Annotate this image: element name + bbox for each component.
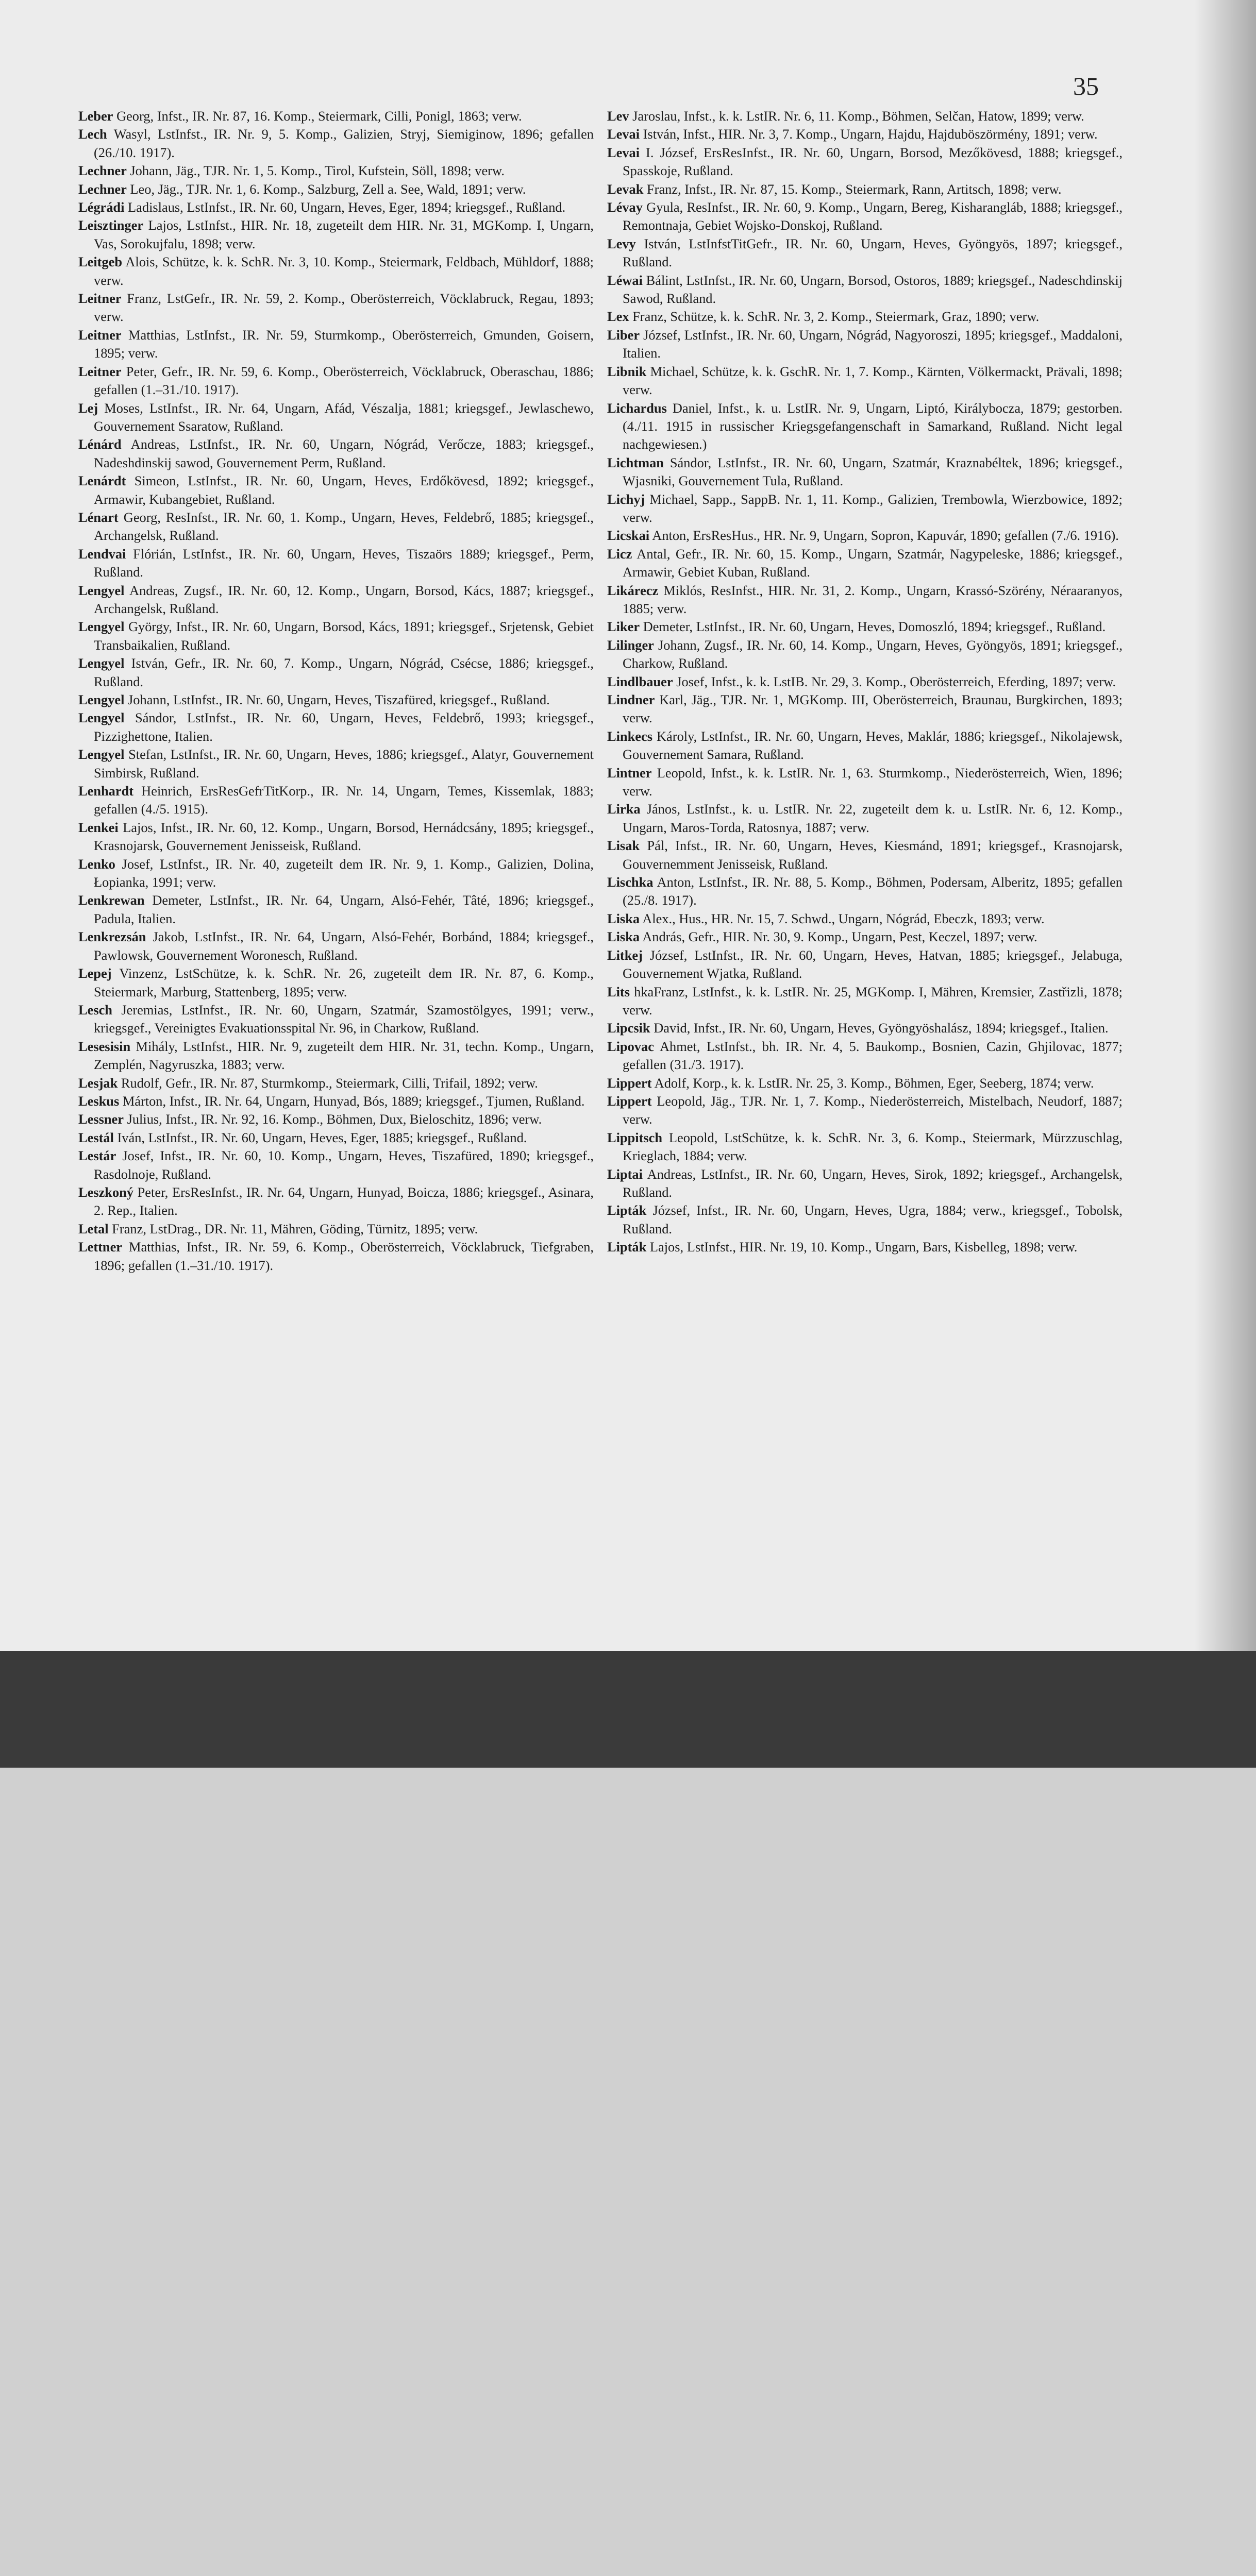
register-entry xyxy=(78,1220,594,1238)
register-entry xyxy=(78,1001,594,1038)
register-entry xyxy=(607,873,1123,910)
entry-surname: Lesch xyxy=(78,1002,112,1018)
entry-surname: Lenkei xyxy=(78,819,119,835)
entry-surname: Lirka xyxy=(607,801,641,817)
entry-surname: Linkecs xyxy=(607,728,652,744)
entry-surname: Lestál xyxy=(78,1129,114,1145)
entry-details: Peter, ErsResInfst., IR. Nr. 64, Ungarn, Hunyad, Boicza, 1886; kriegsgef., Asinara, 2. Rep., Italien. xyxy=(94,1184,594,1218)
register-entry xyxy=(607,910,1123,928)
register-entry xyxy=(78,1129,594,1147)
register-entry xyxy=(78,545,594,582)
entry-details: Jaroslau, Infst., k. k. LstIR. Nr. 6, 11. Komp., Böhmen, Selčan, Hatow, 1899; verw. xyxy=(629,108,1084,124)
register-entry xyxy=(607,983,1123,1020)
entry-surname: Liber xyxy=(607,327,640,343)
entry-surname: Lenkrewan xyxy=(78,892,145,908)
entry-surname: Leitner xyxy=(78,327,122,343)
register-entry xyxy=(607,928,1123,946)
register-entry xyxy=(78,582,594,618)
entry-details: Franz, LstDrag., DR. Nr. 11, Mähren, Göding, Türnitz, 1895; verw. xyxy=(108,1221,478,1236)
register-entry xyxy=(78,509,594,545)
register-entry xyxy=(607,180,1123,198)
entry-details: Andreas, LstInfst., IR. Nr. 60, Ungarn, Nógrád, Verőcze, 1883; kriegsgef., Nadeshdinskij sawod, Gouvernement Perm, Rußland. xyxy=(94,436,594,470)
entry-surname: Licz xyxy=(607,546,632,562)
register-entry xyxy=(607,946,1123,983)
register-entry xyxy=(607,837,1123,873)
entry-details: Heinrich, ErsResGefrTitKorp., IR. Nr. 14, Ungarn, Temes, Kissemlak, 1883; gefallen (4./5. 1915). xyxy=(94,783,594,817)
entry-details: Alex., Hus., HR. Nr. 15, 7. Schwd., Ungarn, Nógrád, Ebeczk, 1893; verw. xyxy=(640,910,1045,926)
entry-surname: Leitner xyxy=(78,291,122,307)
entry-surname: Lipták xyxy=(607,1202,647,1218)
entry-details: Miklós, ResInfst., HIR. Nr. 31, 2. Komp., Ungarn, Krassó-Szörény, Néraaranyos, 1885; verw. xyxy=(623,582,1123,616)
entry-surname: Likárecz xyxy=(607,582,659,598)
entry-details: Franz, Schütze, k. k. SchR. Nr. 3, 2. Komp., Steiermark, Graz, 1890; verw. xyxy=(629,309,1040,325)
entry-details: Julius, Infst., IR. Nr. 92, 16. Komp., Böhmen, Dux, Bieloschitz, 1896; verw. xyxy=(123,1111,542,1127)
entry-surname: Letal xyxy=(78,1221,109,1236)
left-column xyxy=(78,107,594,1601)
register-entry xyxy=(607,454,1123,490)
entry-surname: Lechner xyxy=(78,163,127,179)
entry-surname: Lendvai xyxy=(78,546,126,562)
entry-details: Demeter, LstInfst., IR. Nr. 64, Ungarn, Alsó-Fehér, Tâté, 1896; kriegsgef., Padula, Italien. xyxy=(94,892,594,926)
register-entry xyxy=(78,1147,594,1183)
register-entry xyxy=(78,125,594,162)
entry-surname: Leskus xyxy=(78,1093,120,1109)
entry-surname: Lessner xyxy=(78,1111,124,1127)
register-entry xyxy=(78,1074,594,1092)
entry-details: Márton, Infst., IR. Nr. 64, Ungarn, Hunyad, Bós, 1889; kriegsgef., Tjumen, Rußland. xyxy=(119,1093,585,1109)
entry-surname: Lesjak xyxy=(78,1075,118,1091)
entry-details: Lajos, LstInfst., HIR. Nr. 18, zugeteilt dem HIR. Nr. 31, MGKomp. I, Ungarn, Vas, Sorokujfalu, 1898; verw. xyxy=(94,217,594,251)
entry-details: Matthias, Infst., IR. Nr. 59, 6. Komp., Oberösterreich, Vöcklabruck, Tiefgraben, 1896; gefallen (1.–31./10. 1917). xyxy=(94,1239,594,1273)
entry-surname: Léwai xyxy=(607,272,643,288)
register-entry xyxy=(78,162,594,180)
register-entry xyxy=(607,1238,1123,1256)
entry-details: Josef, LstInfst., IR. Nr. 40, zugeteilt dem IR. Nr. 9, 1. Komp., Galizien, Dolina, Łopianka, 1991; verw. xyxy=(94,856,594,890)
entry-details: hkaFranz, LstInfst., k. k. LstIR. Nr. 25, MGKomp. I, Mähren, Kremsier, Zastřizli, 1878; verw. xyxy=(623,984,1123,1018)
right-column xyxy=(607,107,1123,1601)
entry-surname: Levak xyxy=(607,181,644,197)
register-entry xyxy=(78,216,594,253)
viewer-footer xyxy=(0,1651,1256,1768)
entry-details: Josef, Infst., IR. Nr. 60, 10. Komp., Ungarn, Heves, Tiszafüred, 1890; kriegsgef., Rasdolnoje, Rußland. xyxy=(94,1148,594,1182)
entry-details: Leo, Jäg., TJR. Nr. 1, 6. Komp., Salzburg, Zell a. See, Wald, 1891; verw. xyxy=(126,181,526,197)
register-entry xyxy=(78,198,594,216)
entry-surname: Lengyel xyxy=(78,619,125,635)
register-entry xyxy=(607,490,1123,527)
entry-details: József, LstInfst., IR. Nr. 60, Ungarn, Nógrád, Nagyoroszi, 1895; kriegsgef., Maddaloni, Italien. xyxy=(623,327,1123,361)
register-entry xyxy=(78,819,594,855)
register-entry xyxy=(607,582,1123,618)
entry-details: Rudolf, Gefr., IR. Nr. 87, Sturmkomp., Steiermark, Cilli, Trifail, 1892; verw. xyxy=(118,1075,538,1091)
entry-surname: Lenhardt xyxy=(78,783,134,799)
register-entry xyxy=(607,764,1123,801)
entry-surname: Lisak xyxy=(607,838,640,854)
entry-details: Leopold, Jäg., TJR. Nr. 1, 7. Komp., Niederösterreich, Mistelbach, Neudorf, 1887; verw. xyxy=(623,1093,1123,1127)
register-entry xyxy=(607,727,1123,764)
entry-details: Mihály, LstInfst., HIR. Nr. 9, zugeteilt dem HIR. Nr. 31, techn. Komp., Ungarn, Zemplén, Nagyruszka, 1883; verw. xyxy=(94,1038,594,1073)
entry-details: István, LstInfstTitGefr., IR. Nr. 60, Ungarn, Heves, Gyöngyös, 1897; kriegsgef., Rußland. xyxy=(623,235,1123,270)
register-entry xyxy=(607,125,1123,143)
register-entry xyxy=(78,290,594,326)
entry-surname: Lichardus xyxy=(607,400,667,416)
entry-details: Daniel, Infst., k. u. LstIR. Nr. 9, Ungarn, Liptó, Királybocza, 1879; gestorben. (4./11. 1915 in russischer Kriegsgefangenschaft in Samarkand, Rußland. Nicht legal nachgewiesen.) xyxy=(623,400,1123,452)
entry-details: János, LstInfst., k. u. LstIR. Nr. 22, zugeteilt dem k. u. LstIR. Nr. 6, 12. Komp., Ungarn, Maros-Torda, Ratosnya, 1887; verw. xyxy=(623,801,1123,835)
entry-surname: Lech xyxy=(78,126,107,142)
entry-details: Wasyl, LstInfst., IR. Nr. 9, 5. Komp., Galizien, Stryj, Siemiginow, 1896; gefallen (26./10. 1917). xyxy=(94,126,594,160)
entry-details: Sándor, LstInfst., IR. Nr. 60, Ungarn, Szatmár, Kraznabéltek, 1896; kriegsgef., Wjasniki, Gouvernement Tula, Rußland. xyxy=(623,454,1123,489)
entry-surname: Lej xyxy=(78,400,98,416)
entry-surname: Leitner xyxy=(78,363,122,379)
register-entry xyxy=(78,745,594,782)
entry-details: Ladislaus, LstInfst., IR. Nr. 60, Ungarn, Heves, Eger, 1894; kriegsgef., Rußland. xyxy=(124,199,566,215)
register-entry xyxy=(607,1129,1123,1165)
register-entry xyxy=(607,272,1123,308)
entry-surname: Lengyel xyxy=(78,747,125,762)
register-entry xyxy=(78,107,594,125)
entry-details: Michael, Schütze, k. k. GschR. Nr. 1, 7. Komp., Kärnten, Völkermackt, Prävali, 1898; verw. xyxy=(623,363,1123,398)
entry-details: György, Infst., IR. Nr. 60, Ungarn, Borsod, Kács, 1891; kriegsgef., Srjetensk, Gebiet Transbaikalien, Rußland. xyxy=(94,619,594,653)
entry-surname: Lex xyxy=(607,309,629,325)
entry-details: Moses, LstInfst., IR. Nr. 64, Ungarn, Afád, Vészalja, 1881; kriegsgef., Jewlaschewo, Gouvernement Ssaratow, Rußland. xyxy=(94,400,594,434)
register-entry xyxy=(607,1074,1123,1092)
entry-details: Matthias, LstInfst., IR. Nr. 59, Sturmkomp., Oberösterreich, Gmunden, Goisern, 1895; verw. xyxy=(94,327,594,361)
entry-details: Franz, Infst., IR. Nr. 87, 15. Komp., Steiermark, Rann, Artitsch, 1898; verw. xyxy=(643,181,1062,197)
register-entry xyxy=(607,618,1123,636)
entry-surname: Lengyel xyxy=(78,655,125,671)
entry-surname: Lenárdt xyxy=(78,473,126,489)
entry-surname: Lengyel xyxy=(78,582,125,598)
register-entry xyxy=(78,399,594,436)
entry-details: Georg, Infst., IR. Nr. 87, 16. Komp., Steiermark, Cilli, Ponigl, 1863; verw. xyxy=(113,108,522,124)
entry-details: Demeter, LstInfst., IR. Nr. 60, Ungarn, Heves, Domoszló, 1894; kriegsgef., Rußland. xyxy=(640,619,1106,635)
register-entry xyxy=(78,435,594,472)
entry-details: Lajos, Infst., IR. Nr. 60, 12. Komp., Ungarn, Borsod, Hernádcsány, 1895; kriegsgef., Krasnojarsk, Gouvernement Jenisseisk, Rußland. xyxy=(94,819,594,854)
entry-surname: Levai xyxy=(607,126,640,142)
entry-surname: Leszkoný xyxy=(78,1184,134,1200)
register-entry xyxy=(607,673,1123,691)
entry-surname: Libnik xyxy=(607,363,647,379)
register-entry xyxy=(78,1110,594,1128)
register-entry xyxy=(607,545,1123,582)
register-entry xyxy=(78,782,594,819)
entry-details: József, Infst., IR. Nr. 60, Ungarn, Heves, Ugra, 1884; verw., kriegsgef., Tobolsk, Rußland. xyxy=(623,1202,1123,1236)
entry-surname: Lits xyxy=(607,984,630,999)
entry-details: Simeon, LstInfst., IR. Nr. 60, Ungarn, Heves, Erdőkövesd, 1892; kriegsgef., Armawir, Kubangebiet, Rußland. xyxy=(94,473,594,507)
entry-details: Michael, Sapp., SappB. Nr. 1, 11. Komp., Galizien, Trembowla, Wierzbowice, 1892; verw. xyxy=(623,491,1123,525)
entry-surname: Lippert xyxy=(607,1075,652,1091)
entry-details: Jeremias, LstInfst., IR. Nr. 60, Ungarn, Szatmár, Szamostölgyes, 1991; verw., kriegsgef., Vereinigtes Evakuationsspital Nr. 96, in Charkow, Rußland. xyxy=(94,1002,594,1036)
register-entry xyxy=(78,618,594,654)
entry-surname: Lindlbauer xyxy=(607,673,673,689)
entry-surname: Lengyel xyxy=(78,692,125,707)
entry-details: Iván, LstInfst., IR. Nr. 60, Ungarn, Heves, Eger, 1885; kriegsgef., Rußland. xyxy=(113,1129,527,1145)
register-entry xyxy=(607,1165,1123,1202)
entry-surname: Licskai xyxy=(607,528,650,544)
entry-surname: Liska xyxy=(607,929,640,945)
entry-surname: Lippert xyxy=(607,1093,652,1109)
register-entry xyxy=(78,180,594,198)
entry-surname: Lettner xyxy=(78,1239,122,1255)
entry-details: István, Gefr., IR. Nr. 60, 7. Komp., Ungarn, Nógrád, Csécse, 1886; kriegsgef., Rußland. xyxy=(94,655,594,689)
entry-details: David, Infst., IR. Nr. 60, Ungarn, Heves, Gyöngyöshalász, 1894; kriegsgef., Italien. xyxy=(650,1020,1109,1036)
entry-surname: Levai xyxy=(607,144,640,160)
register-entry xyxy=(607,1019,1123,1037)
entry-details: Vinzenz, LstSchütze, k. k. SchR. Nr. 26, zugeteilt dem IR. Nr. 87, 6. Komp., Steiermark, Marburg, Stattenberg, 1895; verw. xyxy=(94,965,594,999)
entry-surname: Lechner xyxy=(78,181,127,197)
entry-details: István, Infst., HIR. Nr. 3, 7. Komp., Ungarn, Hajdu, Hajduböszörmény, 1891; verw. xyxy=(640,126,1098,142)
register-entry xyxy=(78,654,594,691)
entry-details: Stefan, LstInfst., IR. Nr. 60, Ungarn, Heves, 1886; kriegsgef., Alatyr, Gouvernement Simbirsk, Rußland. xyxy=(94,747,594,781)
register-entry xyxy=(78,472,594,509)
register-entry xyxy=(607,1092,1123,1129)
entry-details: Johann, LstInfst., IR. Nr. 60, Ungarn, Heves, Tiszafüred, kriegsgef., Rußland. xyxy=(124,692,550,707)
entry-details: József, LstInfst., IR. Nr. 60, Ungarn, Heves, Hatvan, 1885; kriegsgef., Jelabuga, Gouvernement Wjatka, Rußland. xyxy=(623,947,1123,981)
entry-details: Adolf, Korp., k. k. LstIR. Nr. 25, 3. Komp., Böhmen, Eger, Seeberg, 1874; verw. xyxy=(651,1075,1094,1091)
entry-surname: Lipták xyxy=(607,1239,647,1255)
entry-surname: Leisztinger xyxy=(78,217,144,233)
entry-surname: Lepej xyxy=(78,965,112,981)
register-entry xyxy=(607,691,1123,727)
register-entry xyxy=(78,1183,594,1220)
entry-details: Alois, Schütze, k. k. SchR. Nr. 3, 10. Komp., Steiermark, Feldbach, Mühldorf, 1888; verw. xyxy=(94,254,594,288)
entry-surname: Lintner xyxy=(607,765,652,781)
register-entry xyxy=(607,326,1123,363)
register-entry xyxy=(78,326,594,363)
entry-surname: Lengyel xyxy=(78,710,125,726)
entry-surname: Légrádi xyxy=(78,199,125,215)
register-entry xyxy=(607,800,1123,837)
register-entry xyxy=(607,198,1123,235)
entry-details: Josef, Infst., k. k. LstIB. Nr. 29, 3. Komp., Oberösterreich, Eferding, 1897; verw. xyxy=(673,673,1116,689)
register-entry xyxy=(78,253,594,290)
entry-surname: Leitgeb xyxy=(78,254,123,270)
entry-details: Leopold, Infst., k. k. LstIR. Nr. 1, 63. Sturmkomp., Niederösterreich, Wien, 1896; verw. xyxy=(623,765,1123,799)
entry-details: Gyula, ResInfst., IR. Nr. 60, 9. Komp., Ungarn, Bereg, Kisharangláb, 1888; kriegsgef., Remontnaja, Gebiet Wojsko-Donskoj, Rußland. xyxy=(623,199,1123,233)
entry-details: Johann, Jäg., TJR. Nr. 1, 5. Komp., Tirol, Kufstein, Söll, 1898; verw. xyxy=(126,163,505,179)
register-entry xyxy=(78,891,594,928)
entry-details: Ahmet, LstInfst., bh. IR. Nr. 4, 5. Baukomp., Bosnien, Cazin, Ghjilovac, 1877; gefallen (31./3. 1917). xyxy=(623,1038,1123,1073)
entry-surname: Leber xyxy=(78,108,113,124)
entry-details: Károly, LstInfst., IR. Nr. 60, Ungarn, Heves, Maklár, 1886; kriegsgef., Nikolajewsk, Gouvernement Samara, Rußland. xyxy=(623,728,1123,762)
entry-surname: Lichyj xyxy=(607,491,645,507)
entry-surname: Levy xyxy=(607,235,636,251)
entry-details: Georg, ResInfst., IR. Nr. 60, 1. Komp., Ungarn, Heves, Feldebrő, 1885; kriegsgef., Archangelsk, Rußland. xyxy=(94,509,594,544)
entry-surname: Lippitsch xyxy=(607,1129,663,1145)
entry-details: Jakob, LstInfst., IR. Nr. 64, Ungarn, Alsó-Fehér, Borbánd, 1884; kriegsgef., Pawlowsk, Gouvernement Woronesch, Rußland. xyxy=(94,929,594,963)
entry-details: Franz, LstGefr., IR. Nr. 59, 2. Komp., Oberösterreich, Vöcklabruck, Regau, 1893; verw. xyxy=(94,291,594,325)
entry-details: Lajos, LstInfst., HIR. Nr. 19, 10. Komp., Ungarn, Bars, Kisbelleg, 1898; verw. xyxy=(646,1239,1078,1255)
entry-details: Sándor, LstInfst., IR. Nr. 60, Ungarn, Heves, Feldebrő, 1993; kriegsgef., Pizzighettone, Italien. xyxy=(94,710,594,744)
entry-surname: Lénart xyxy=(78,509,119,525)
register-entry xyxy=(78,964,594,1001)
entry-details: Antal, Gefr., IR. Nr. 60, 15. Komp., Ungarn, Szatmár, Nagypeleske, 1886; kriegsgef., Armawir, Gebiet Kuban, Rußland. xyxy=(623,546,1123,580)
entry-surname: Lesesisin xyxy=(78,1038,131,1054)
entry-surname: Litkej xyxy=(607,947,643,963)
register-entry xyxy=(607,107,1123,125)
entry-surname: Liska xyxy=(607,910,640,926)
page-number: 35 xyxy=(1073,72,1099,100)
entry-surname: Liker xyxy=(607,619,640,635)
entry-surname: Lichtman xyxy=(607,454,664,470)
entry-surname: Lindner xyxy=(607,692,655,707)
entry-details: Anton, LstInfst., IR. Nr. 88, 5. Komp., Böhmen, Podersam, Alberitz, 1895; gefallen (25./8. 1917). xyxy=(623,874,1123,908)
entry-surname: Lev xyxy=(607,108,629,124)
register-entry xyxy=(607,399,1123,454)
register-entry xyxy=(78,363,594,399)
register-entry xyxy=(607,1201,1123,1238)
entry-details: Leopold, LstSchütze, k. k. SchR. Nr. 3, 6. Komp., Steiermark, Mürzzuschlag, Krieglach, 1884; verw. xyxy=(623,1129,1123,1164)
entry-details: András, Gefr., HIR. Nr. 30, 9. Komp., Ungarn, Pest, Keczel, 1897; verw. xyxy=(640,929,1037,945)
register-entry xyxy=(78,1238,594,1275)
entry-details: Karl, Jäg., TJR. Nr. 1, MGKomp. III, Oberösterreich, Braunau, Burgkirchen, 1893; verw. xyxy=(623,692,1123,726)
register-entry xyxy=(607,363,1123,399)
register-entry xyxy=(78,855,594,892)
entry-surname: Lestár xyxy=(78,1148,116,1164)
register-entry xyxy=(78,1092,594,1110)
entry-surname: Lilinger xyxy=(607,637,654,653)
entry-surname: Lenkrezsán xyxy=(78,929,146,945)
entry-surname: Liptai xyxy=(607,1166,643,1182)
register-entry xyxy=(78,709,594,745)
entry-surname: Lévay xyxy=(607,199,643,215)
entry-details: Pál, Infst., IR. Nr. 60, Ungarn, Heves, Kiesmánd, 1891; kriegsgef., Krasnojarsk, Gouvernemment Jenisseisk, Rußland. xyxy=(623,838,1123,872)
entry-details: Andreas, Zugsf., IR. Nr. 60, 12. Komp., Ungarn, Borsod, Kács, 1887; kriegsgef., Archangelsk, Rußland. xyxy=(94,582,594,616)
register-entry xyxy=(607,144,1123,180)
register-entry xyxy=(607,636,1123,673)
register-entry xyxy=(607,527,1123,545)
entry-details: Johann, Zugsf., IR. Nr. 60, 14. Komp., Ungarn, Heves, Gyöngyös, 1891; kriegsgef., Charkow, Rußland. xyxy=(623,637,1123,671)
entry-surname: Lénárd xyxy=(78,436,122,452)
entry-details: Flórián, LstInfst., IR. Nr. 60, Ungarn, Heves, Tiszaörs 1889; kriegsgef., Perm, Rußland. xyxy=(94,546,594,580)
entry-details: Peter, Gefr., IR. Nr. 59, 6. Komp., Oberösterreich, Vöcklabruck, Oberaschau, 1886; gefallen (1.–31./10. 1917). xyxy=(94,363,594,398)
entry-surname: Lenko xyxy=(78,856,115,872)
register-entry xyxy=(607,235,1123,272)
entry-surname: Lipcsik xyxy=(607,1020,650,1036)
register-entry xyxy=(607,308,1123,326)
register-entry xyxy=(78,1038,594,1074)
entry-details: Andreas, LstInfst., IR. Nr. 60, Ungarn, Heves, Sirok, 1892; kriegsgef., Archangelsk, Rußland. xyxy=(623,1166,1123,1200)
register-entry xyxy=(78,691,594,709)
entry-surname: Lipovac xyxy=(607,1038,654,1054)
entry-details: I. József, ErsResInfst., IR. Nr. 60, Ungarn, Borsod, Mezőkövesd, 1888; kriegsgef., Spasskoje, Rußland. xyxy=(623,144,1123,179)
entry-surname: Lischka xyxy=(607,874,654,890)
entry-details: Anton, ErsResHus., HR. Nr. 9, Ungarn, Sopron, Kapuvár, 1890; gefallen (7./6. 1916). xyxy=(649,528,1119,544)
register-entry xyxy=(78,928,594,964)
register-entry xyxy=(607,1038,1123,1074)
entry-details: Bálint, LstInfst., IR. Nr. 60, Ungarn, Borsod, Ostoros, 1889; kriegsgef., Nadeschdinskij Sawod, Rußland. xyxy=(623,272,1123,307)
